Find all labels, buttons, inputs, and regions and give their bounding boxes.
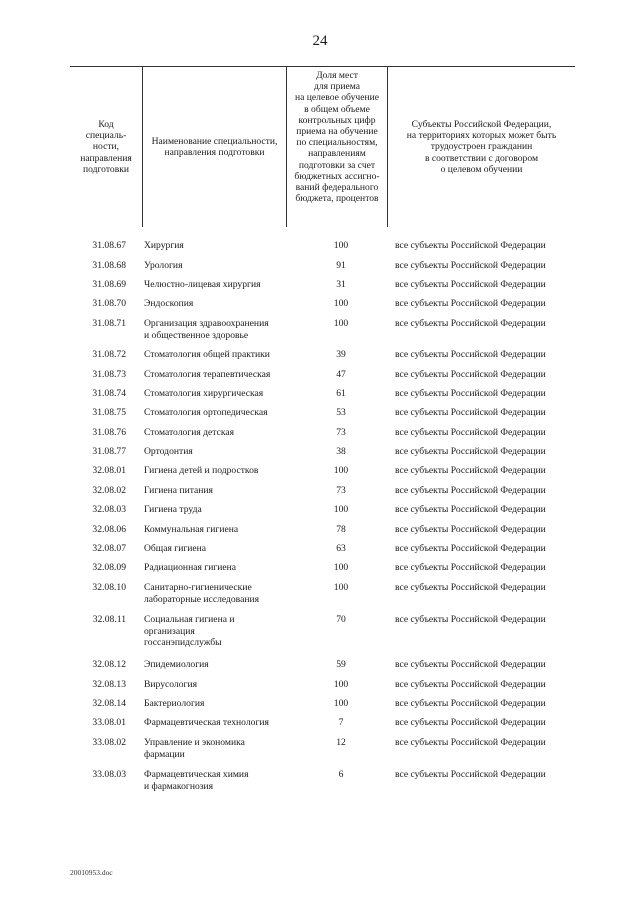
row-code: 31.08.72 <box>92 349 126 360</box>
row-name: Стоматология хирургическая <box>144 388 264 399</box>
row-code: 32.08.10 <box>92 582 126 593</box>
row-code: 32.08.06 <box>92 524 126 535</box>
row-region: все субъекты Российской Федерации <box>395 717 546 728</box>
row-code: 31.08.68 <box>92 260 126 271</box>
row-region: все субъекты Российской Федерации <box>395 562 546 573</box>
row-region: все субъекты Российской Федерации <box>395 349 546 360</box>
row-name: Фармацевтическая технология <box>144 717 269 728</box>
row-region: все субъекты Российской Федерации <box>395 582 546 593</box>
row-name: Хирургия <box>144 240 184 251</box>
row-code: 33.08.03 <box>92 769 126 780</box>
row-name: Стоматология терапевтическая <box>144 369 271 380</box>
row-share: 59 <box>336 659 346 670</box>
row-code: 32.08.07 <box>92 543 126 554</box>
row-code: 31.08.73 <box>92 369 126 380</box>
row-share: 39 <box>336 349 346 360</box>
header-code: Код специаль- ности, направления подготовки <box>80 118 132 175</box>
row-region: все субъекты Российской Федерации <box>395 240 546 251</box>
row-region: все субъекты Российской Федерации <box>395 427 546 438</box>
row-share: 100 <box>333 562 349 573</box>
row-code: 31.08.69 <box>92 279 126 290</box>
row-name: Стоматология детская <box>144 427 235 438</box>
row-share: 100 <box>333 318 349 329</box>
row-share: 78 <box>336 524 346 535</box>
row-region: все субъекты Российской Федерации <box>395 318 546 329</box>
row-name: Социальная гигиена и организация госсанэпидслужбы <box>144 614 235 649</box>
row-code: 31.08.74 <box>92 388 126 399</box>
row-name: Бактериология <box>144 698 205 709</box>
row-code: 31.08.75 <box>92 407 126 418</box>
row-name: Ортодонтия <box>144 446 193 457</box>
row-region: все субъекты Российской Федерации <box>395 388 546 399</box>
row-share: 100 <box>333 679 349 690</box>
row-region: все субъекты Российской Федерации <box>395 679 546 690</box>
row-region: все субъекты Российской Федерации <box>395 298 546 309</box>
row-name: Фармацевтическая химия и фармакогнозия <box>144 769 249 792</box>
header-regions: Субъекты Российской Федерации, на территориях которых может быть трудоустроен гражданин в соответствии с договором о целевом обучении <box>406 118 557 175</box>
row-code: 33.08.02 <box>92 737 126 748</box>
row-code: 32.08.13 <box>92 679 126 690</box>
row-name: Урология <box>144 260 183 271</box>
row-region: все субъекты Российской Федерации <box>395 769 546 780</box>
row-share: 91 <box>336 260 346 271</box>
row-region: все субъекты Российской Федерации <box>395 504 546 515</box>
row-code: 31.08.77 <box>92 446 126 457</box>
row-code: 32.08.03 <box>92 504 126 515</box>
row-name: Гигиена питания <box>144 485 213 496</box>
row-code: 31.08.70 <box>92 298 126 309</box>
row-region: все субъекты Российской Федерации <box>395 369 546 380</box>
row-share: 53 <box>336 407 346 418</box>
row-share: 100 <box>333 504 349 515</box>
footer-filename: 20010953.doc <box>70 868 113 877</box>
row-name: Управление и экономика фармации <box>144 737 245 760</box>
row-code: 32.08.02 <box>92 485 126 496</box>
header-name: Наименование специальности, направления подготовки <box>142 67 286 227</box>
row-name: Санитарно-гигиенические лабораторные исследования <box>144 582 260 605</box>
row-name: Челюстно-лицевая хирургия <box>144 279 261 290</box>
row-code: 32.08.01 <box>92 465 126 476</box>
row-region: все субъекты Российской Федерации <box>395 465 546 476</box>
row-share: 73 <box>336 427 346 438</box>
row-share: 12 <box>336 737 346 748</box>
row-share: 100 <box>333 240 349 251</box>
row-region: все субъекты Российской Федерации <box>395 279 546 290</box>
row-region: все субъекты Российской Федерации <box>395 659 546 670</box>
row-region: все субъекты Российской Федерации <box>395 524 546 535</box>
row-code: 32.08.09 <box>92 562 126 573</box>
row-name: Гигиена детей и подростков <box>144 465 259 476</box>
row-code: 31.08.76 <box>92 427 126 438</box>
row-name: Организация здравоохранения и общественное здоровье <box>144 318 269 341</box>
row-share: 61 <box>336 388 346 399</box>
row-name: Гигиена труда <box>144 504 202 515</box>
row-share: 70 <box>336 614 346 625</box>
row-name: Эндоскопия <box>144 298 194 309</box>
row-name: Коммунальная гигиена <box>144 524 239 535</box>
row-name: Стоматология общей практики <box>144 349 270 360</box>
row-region: все субъекты Российской Федерации <box>395 407 546 418</box>
row-region: все субъекты Российской Федерации <box>395 260 546 271</box>
row-code: 32.08.11 <box>92 614 126 625</box>
row-code: 33.08.01 <box>92 717 126 728</box>
row-share: 38 <box>336 446 346 457</box>
row-region: все субъекты Российской Федерации <box>395 737 546 748</box>
row-name: Эпидемиология <box>144 659 209 670</box>
row-name: Стоматология ортопедическая <box>144 407 268 418</box>
row-name: Радиационная гигиена <box>144 562 237 573</box>
row-name: Вирусология <box>144 679 197 690</box>
row-code: 31.08.71 <box>92 318 126 329</box>
row-share: 100 <box>333 465 349 476</box>
row-region: все субъекты Российской Федерации <box>395 614 546 625</box>
row-share: 31 <box>336 279 346 290</box>
row-share: 47 <box>336 369 346 380</box>
row-region: все субъекты Российской Федерации <box>395 698 546 709</box>
table-header <box>70 66 575 227</box>
row-region: все субъекты Российской Федерации <box>395 543 546 554</box>
row-share: 7 <box>338 717 344 728</box>
row-region: все субъекты Российской Федерации <box>395 485 546 496</box>
row-region: все субъекты Российской Федерации <box>395 446 546 457</box>
row-share: 100 <box>333 298 349 309</box>
row-share: 100 <box>333 582 349 593</box>
row-code: 31.08.67 <box>92 240 126 251</box>
row-name: Общая гигиена <box>144 543 207 554</box>
header-share: Доля мест для приема на целевое обучение в общем объеме контрольных цифр приема на обучение по специальностям, направлениям подготовки за счет бюджетных ассигно- ваний федерального бюджета, процентов <box>286 67 388 227</box>
row-code: 32.08.14 <box>92 698 126 709</box>
page-number: 24 <box>312 33 328 49</box>
row-share: 73 <box>336 485 346 496</box>
row-code: 32.08.12 <box>92 659 126 670</box>
row-share: 100 <box>333 698 349 709</box>
row-share: 63 <box>336 543 346 554</box>
row-share: 6 <box>338 769 344 780</box>
